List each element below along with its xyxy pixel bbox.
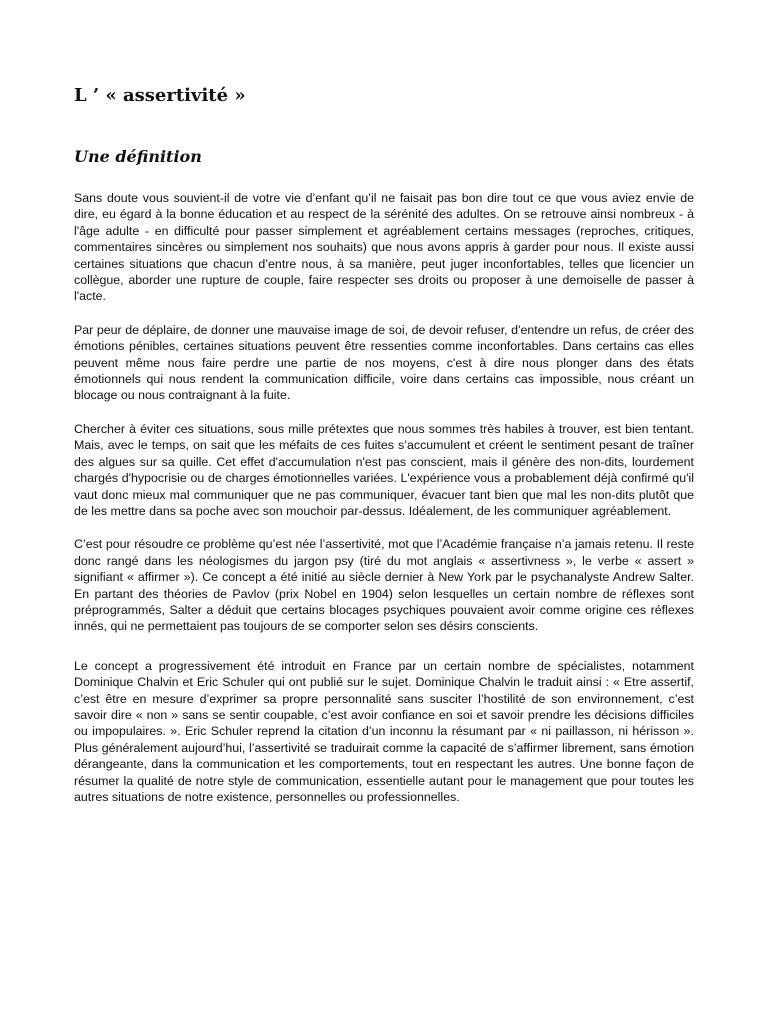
paragraph-5: Le concept a progressivement été introduit en France par un certain nombre de spécialistes, notamment Dominique Chalvin et Eric Schuler qui ont publié sur le sujet. Dominique Chalvin le traduit ainsi : « Etre assertif, c’est être en mesure d’exprimer sa propre personnalité sans susciter l’hostilité de son environnement, c’est savoir dire « non » sans se sentir coupable, c’est avoir confiance en soi et savoir prendre les décisions difficiles ou impopulaires. ». Eric Schuler reprend la citation d’un inconnu la résumant par « ni paillasson, ni hérisson ». Plus généralement aujourd’hui, l’assertivité se traduirait comme la capacité de s’affirmer librement, sans émotion dérangeante, dans la communication et les comportements, tout en respectant les autres. Une bonne façon de résumer la qualité de notre style de communication, essentielle autant pour le management que pour toutes les autres situations de notre existence, personnelles ou professionnelles. [74, 658, 694, 804]
paragraph-1: Sans doute vous souvient-il de votre vie d’enfant qu’il ne faisait pas bon dire tout ce que vous aviez envie de dire, eu égard à la bonne éducation et au respect de la sérénité des adultes. On se retrouve ainsi nombreux - à l'âge adulte - en difficulté pour passer simplement et agréablement certains messages (reproches, critiques, commentaires sincères ou simplement nos souhaits) que nous avons appris à garder pour nous. Il existe aussi certaines situations que chacun d’entre nous, à sa manière, peut juger inconfortables, telles que licencier un collègue, aborder une rupture de couple, faire respecter ses droits ou proposer à une demoiselle de passer à l'acte. [74, 191, 694, 304]
paragraph-2: Par peur de déplaire, de donner une mauvaise image de soi, de devoir refuser, d'entendre un refus, de créer des émotions pénibles, certaines situations peuvent être ressenties comme inconfortables. Dans certains cas elles peuvent même nous faire perdre une partie de nos moyens, c'est à dire nous plonger dans des états émotionnels qui nous rendent la communication difficile, voire dans certains cas impossible, nous créant un blocage ou nous contraignant à la fuite. [74, 322, 694, 403]
paragraph-4: C’est pour résoudre ce problème qu’est née l’assertivité, mot que l’Académie française n’a jamais retenu. Il reste donc rangé dans les néologismes du jargon psy (tiré du mot anglais « assertivness », le verbe « assert » signifiant « affirmer »). Ce concept a été initié au siècle dernier à New York par le psychanalyste Andrew Salter. En partant des théories de Pavlov (prix Nobel en 1904) selon lesquelles un certain nombre de réflexes sont préprogrammés, Salter a déduit que certains blocages psychiques pouvaient avoir comme origine ces réflexes innés, qui ne permettaient pas toujours de se comporter selon ses désirs conscients. [74, 537, 694, 634]
section-subtitle: Une définition [74, 147, 202, 166]
document-title: L ’ « assertivité » [74, 85, 246, 106]
body-text [74, 190, 694, 805]
paragraph-3: Chercher à éviter ces situations, sous mille prétextes que nous sommes très habiles à trouver, est bien tentant. Mais, avec le temps, on sait que les méfaits de ces fuites s’accumulent et créent le sentiment pesant de traîner des algues sur sa quille. Cet effet d'accumulation n'est pas conscient, mais il génère des non-dits, lourdement chargés d'hypocrisie ou de charges émotionnelles variées. L'expérience vous a probablement déjà confirmé qu'il vaut donc mieux mal communiquer que ne pas communiquer, évacuer tant bien que mal les non-dits plutôt que de les mettre dans sa poche avec son mouchoir par-dessus. Idéalement, de les communiquer agréablement. [74, 421, 694, 518]
